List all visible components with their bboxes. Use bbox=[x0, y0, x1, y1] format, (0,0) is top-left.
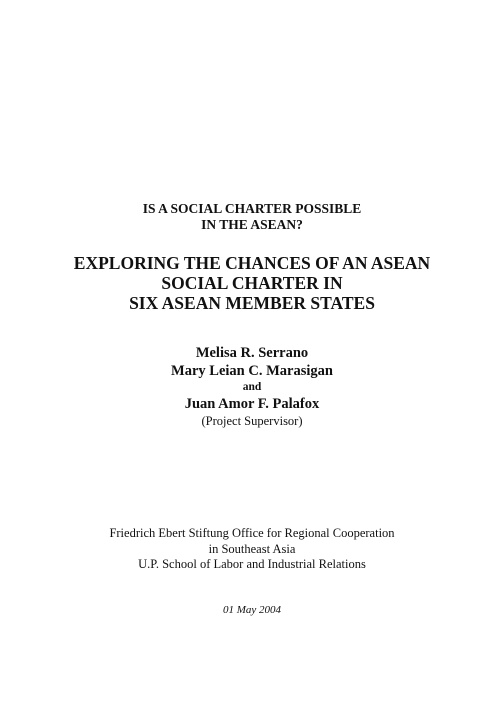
pre-title-line-2: IN THE ASEAN? bbox=[201, 217, 303, 232]
organization-line-3: U.P. School of Labor and Industrial Relations bbox=[138, 557, 366, 571]
pre-title-line-1: IS A SOCIAL CHARTER POSSIBLE bbox=[142, 201, 362, 216]
author-list bbox=[0, 344, 504, 429]
publication-date: 01 May 2004 bbox=[222, 604, 282, 616]
author-name-3: Juan Amor F. Palafox bbox=[184, 396, 320, 412]
main-title bbox=[0, 253, 504, 313]
author-name-1: Melisa R. Serrano bbox=[195, 345, 309, 361]
author-conjunction: and bbox=[242, 381, 262, 393]
main-title-line-3: SIX ASEAN MEMBER STATES bbox=[129, 293, 375, 313]
organization bbox=[0, 526, 504, 573]
author-name-2: Mary Leian C. Marasigan bbox=[171, 363, 333, 379]
organization-line-2: in Southeast Asia bbox=[208, 541, 296, 556]
main-title-line-2: SOCIAL CHARTER IN bbox=[161, 273, 343, 293]
organization-line-1: Friedrich Ebert Stiftung Office for Regional Cooperation bbox=[109, 526, 395, 540]
author-role: (Project Supervisor) bbox=[201, 414, 303, 428]
pre-title bbox=[0, 201, 504, 233]
main-title-line-1: EXPLORING THE CHANCES OF AN ASEAN bbox=[73, 253, 431, 273]
